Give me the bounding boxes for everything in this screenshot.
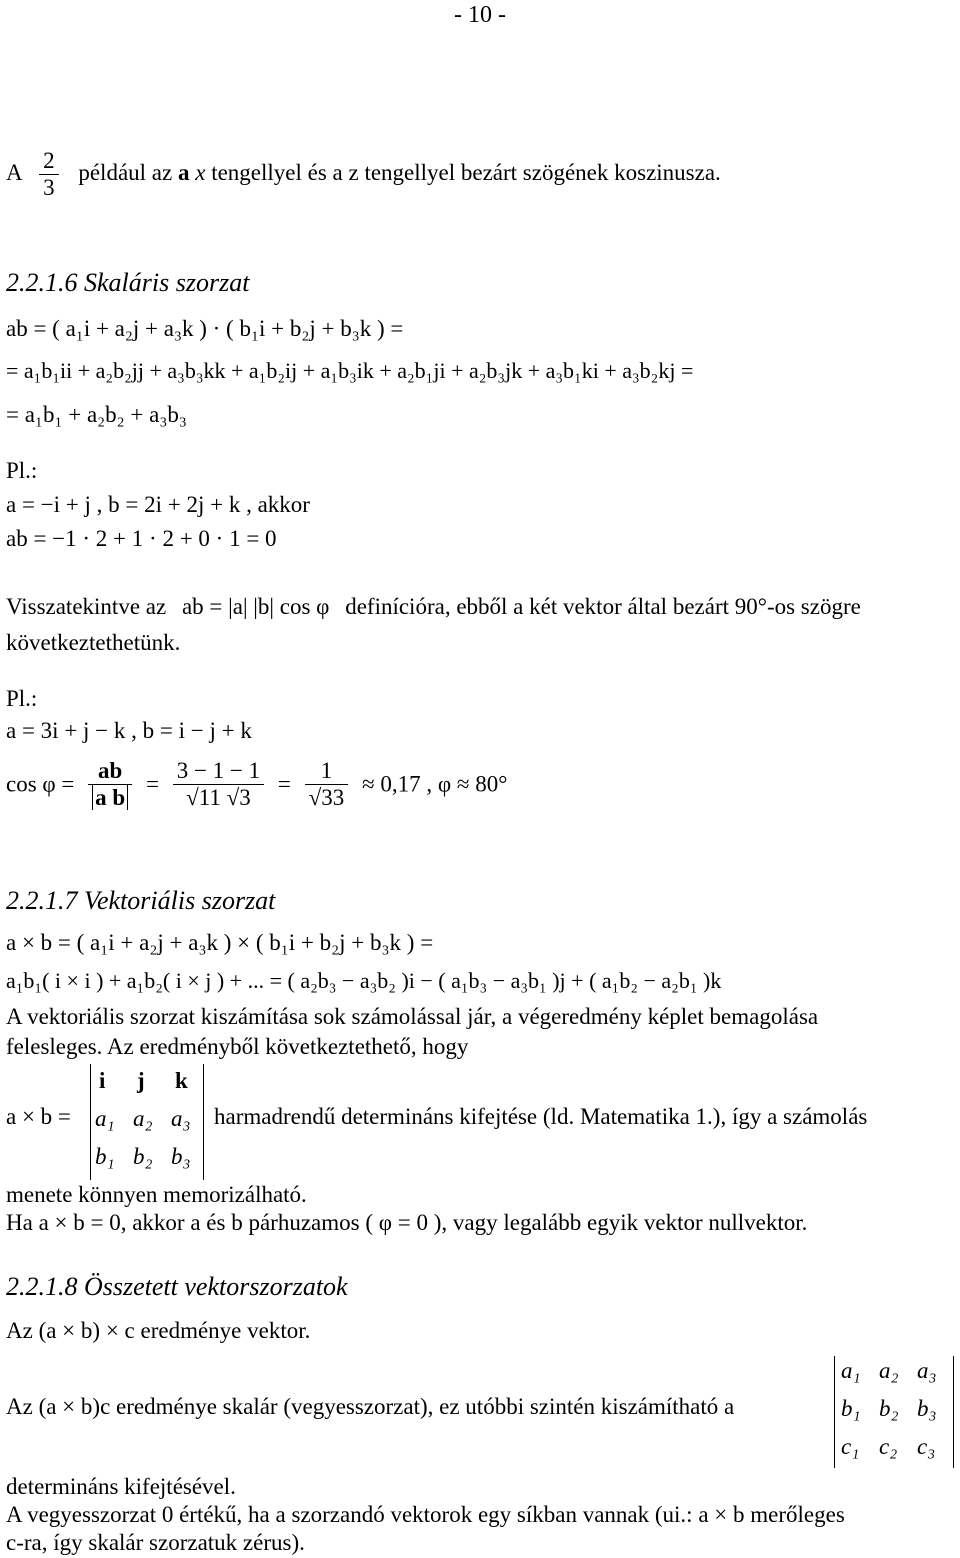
example-label-2: Pl.:: [6, 686, 38, 711]
det-cell: c₁: [841, 1434, 860, 1459]
cosine-fraction-2: [173, 758, 264, 811]
vector-paragraph-3: menete könnyen memorizálható.: [6, 1182, 307, 1207]
cosine-formula: [6, 758, 507, 811]
scalar-eq-3: = a₁b₁ + a₂b₂ + a₃b₃: [6, 402, 187, 427]
fraction-numerator: 2: [39, 148, 59, 175]
example-1-product: ab = −1 · 2 + 1 · 2 + 0 · 1 = 0: [6, 526, 277, 551]
det-cell: a₃: [171, 1106, 191, 1131]
vector-paragraph-4: Ha a × b = 0, akkor a és b párhuzamos ( φ = 0 ), vagy legalább egyik vektor nullvektor.: [6, 1210, 808, 1235]
vector-eq-1: a × b = ( a₁i + a₂j + a₃k ) × ( b₁i + b₂j + b₃k ) =: [6, 930, 434, 955]
intro-text-end: tengellyel és a z tengellyel bezárt szögének koszinusza.: [211, 159, 721, 185]
section-heading-scalar-product: 2.2.1.6 Skaláris szorzat: [6, 268, 250, 297]
vector-a: a: [177, 159, 190, 185]
example-1-vectors: a = −i + j , b = 2i + 2j + k , akkor: [6, 492, 310, 517]
det-cell: b₃: [917, 1396, 937, 1421]
x-axis-label: x: [195, 159, 206, 185]
fraction-denominator: [88, 785, 132, 811]
example-2-vectors: a = 3i + j − k , b = i − j + k: [6, 718, 252, 743]
vector-eq-2: a₁b₁( i × i ) + a₁b₂( i × j ) + ... = ( a₂b₃ − a₃b₂ )i − ( a₁b₃ − a₃b₁ )j + ( a₁b₂ − a₂b₁ )k: [6, 968, 722, 993]
triple-product-determinant: [834, 1356, 954, 1468]
cosine-lhs: cos φ =: [6, 771, 75, 797]
determinant-lhs: a × b =: [6, 1104, 71, 1129]
intro-line: [6, 148, 721, 201]
conversion-line: [6, 594, 861, 620]
fraction-denominator: 3: [43, 175, 55, 200]
det-cell: b₂: [133, 1144, 153, 1169]
intro-fraction: [39, 148, 59, 201]
equals-sign: =: [145, 771, 159, 797]
section-heading-compound-products: 2.2.1.8 Összetett vektorszorzatok: [6, 1272, 348, 1301]
det-cell: b₃: [171, 1144, 191, 1169]
compound-line-3: determináns kifejtésével.: [6, 1474, 236, 1499]
conversion-line-2: következtethetünk.: [6, 630, 181, 655]
scalar-eq-2: = a₁b₁ii + a₂b₂jj + a₃b₃kk + a₁b₂ij + a₁b₃ik + a₂b₁ji + a₂b₃jk + a₃b₁ki + a₃b₂kj =: [6, 358, 694, 383]
vector-paragraph-2: felesleges. Az eredményből következtethető, hogy: [6, 1034, 469, 1059]
det-cell: b₂: [879, 1396, 899, 1421]
det-cell: a₂: [879, 1358, 899, 1383]
example-label-1: Pl.:: [6, 458, 38, 483]
cosine-fraction-3: [305, 758, 349, 811]
determinant-text: harmadrendű determináns kifejtése (ld. Matematika 1.), így a számolás: [214, 1104, 868, 1129]
compound-line-1: Az (a × b) × c eredménye vektor.: [6, 1318, 311, 1343]
conversion-text-start: Visszatekintve az: [6, 594, 167, 619]
scalar-eq-1: ab = ( a₁i + a₂j + a₃k ) · ( b₁i + b₂j + b₃k ) =: [6, 316, 404, 341]
det-cell: i: [99, 1068, 106, 1093]
definition-formula: ab = |a| |b| cos φ: [181, 594, 330, 619]
section-heading-vector-product: 2.2.1.7 Vektoriális szorzat: [6, 886, 276, 915]
vector-paragraph-1: A vektoriális szorzat kiszámítása sok számolással jár, a végeredmény képlet bemagolása: [6, 1004, 819, 1029]
det-cell: b₁: [841, 1396, 861, 1421]
det-cell: a₂: [133, 1106, 153, 1131]
compound-line-5: c-ra, így skalár szorzatuk zérus).: [6, 1530, 305, 1555]
page-number: - 10 -: [454, 2, 506, 28]
intro-text: például az: [78, 159, 173, 185]
det-cell: j: [137, 1068, 145, 1093]
det-cell: b₁: [95, 1144, 115, 1169]
compound-line-2: Az (a × b)c eredménye skalár (vegyesszorzat), ez utóbbi szintén kiszámítható a: [6, 1394, 735, 1419]
fraction-numerator: 3 − 1 − 1: [173, 758, 264, 785]
conversion-text-end: definícióra, ebből a két vektor által bezárt 90°-os szögre: [345, 594, 861, 619]
cosine-fraction-1: [88, 758, 132, 811]
intro-prefix: A: [6, 159, 22, 185]
det-cell: a₁: [95, 1106, 115, 1131]
det-cell: c₂: [879, 1434, 898, 1459]
fraction-denominator: √33: [308, 785, 345, 810]
fraction-numerator: 1: [305, 758, 349, 785]
cosine-result: ≈ 0,17 , φ ≈ 80°: [362, 771, 508, 797]
cross-product-determinant: [90, 1064, 204, 1180]
det-cell: k: [175, 1068, 188, 1093]
det-cell: a₃: [917, 1358, 937, 1383]
norm-product: a b: [92, 785, 128, 810]
equals-sign: =: [277, 771, 291, 797]
fraction-denominator: √11 √3: [186, 785, 251, 810]
compound-line-4: A vegyesszorzat 0 értékű, ha a szorzandó vektorok egy síkban vannak (ui.: a × b merőleges: [6, 1502, 845, 1527]
fraction-numerator: ab: [88, 758, 132, 785]
det-cell: a₁: [841, 1358, 861, 1383]
det-cell: c₃: [917, 1434, 936, 1459]
